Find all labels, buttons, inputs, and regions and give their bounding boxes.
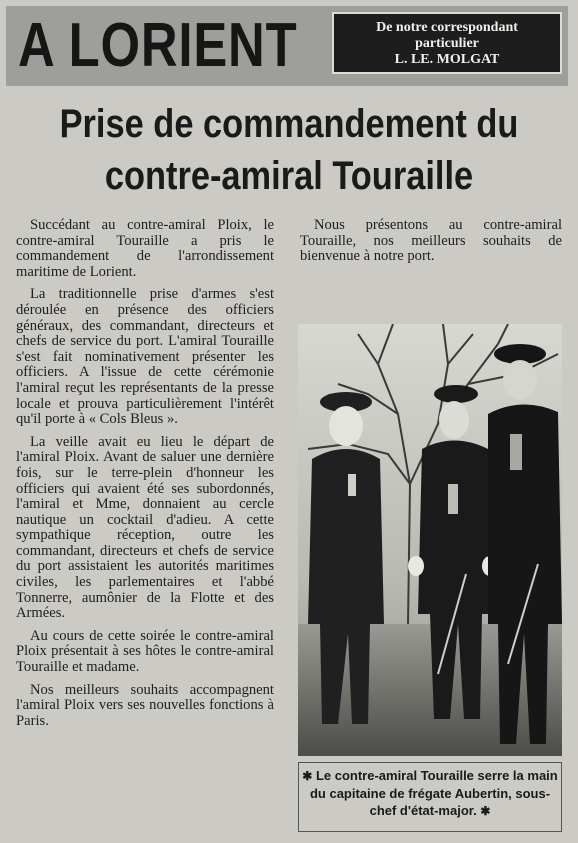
section-title: A LORIENT	[18, 11, 298, 80]
star-icon: ✱	[480, 804, 491, 818]
paragraph: La veille avait eu lieu le départ de l'amiral Ploix. Avant de saluer une dernière fois, sur le terre-plein d'honneur les officiers qui avaient été ses subordonnés, l'amiral et Mme, donnaient au cercle nautique un cocktail d'adieu. A cette sympathique réception, outre les commandant, directeurs et chefs de service du port assistaient les autorités maritimes civiles, les parlementaires et l'abbé Tonnerre, aumônier de la Flotte et des Armées.	[16, 433, 274, 622]
paragraph: Au cours de cette soirée le contre-amiral Ploix présentait à ses hôtes le contre-amiral Touraille et madame.	[16, 627, 274, 676]
credit-line: De notre correspondant	[376, 20, 518, 35]
paragraph: Nos meilleurs souhaits accompagnent l'amiral Ploix vers ses nouvelles fonctions à Paris.	[16, 681, 274, 729]
star-icon: ✱	[302, 769, 313, 783]
paragraph: La traditionnelle prise d'armes s'est déroulée en présence des officiers généraux, des commandant, directeurs et chefs de service du port. L'amiral Touraille s'est fait nominativement présenter les officiers. A l'issue de cette cérémonie l'amiral reçut les représentants de la presse locale et prouva particulièrement l'intérêt qu'il porte à « Cols Bleus ».	[16, 286, 274, 428]
credit-author: L. LE. MOLGAT	[394, 52, 500, 67]
ceremony-photo	[298, 324, 562, 756]
credit-line: particulier	[415, 36, 479, 51]
caption-text: Le contre-amiral Touraille serre la main du capitaine de frégate Aubertin, sous-chef d'état-major.	[309, 768, 558, 818]
article-column-right	[300, 218, 562, 272]
section-banner	[6, 6, 568, 86]
headline-line: Prise de commandement du	[59, 102, 519, 146]
paragraph: Nous présentons au contre-amiral Touraille, nos meilleurs souhaits de bienvenue à notre port.	[300, 217, 562, 265]
correspondent-credit	[332, 12, 562, 74]
photo-caption	[298, 762, 562, 832]
paragraph: Succédant au contre-amiral Ploix, le contre-amiral Touraille a pris le commandement de l'arrondissement maritime de Lorient.	[16, 217, 274, 280]
article-column-left	[16, 218, 274, 736]
headline-line: contre-amiral Touraille	[104, 154, 474, 198]
article-headline	[0, 98, 578, 202]
